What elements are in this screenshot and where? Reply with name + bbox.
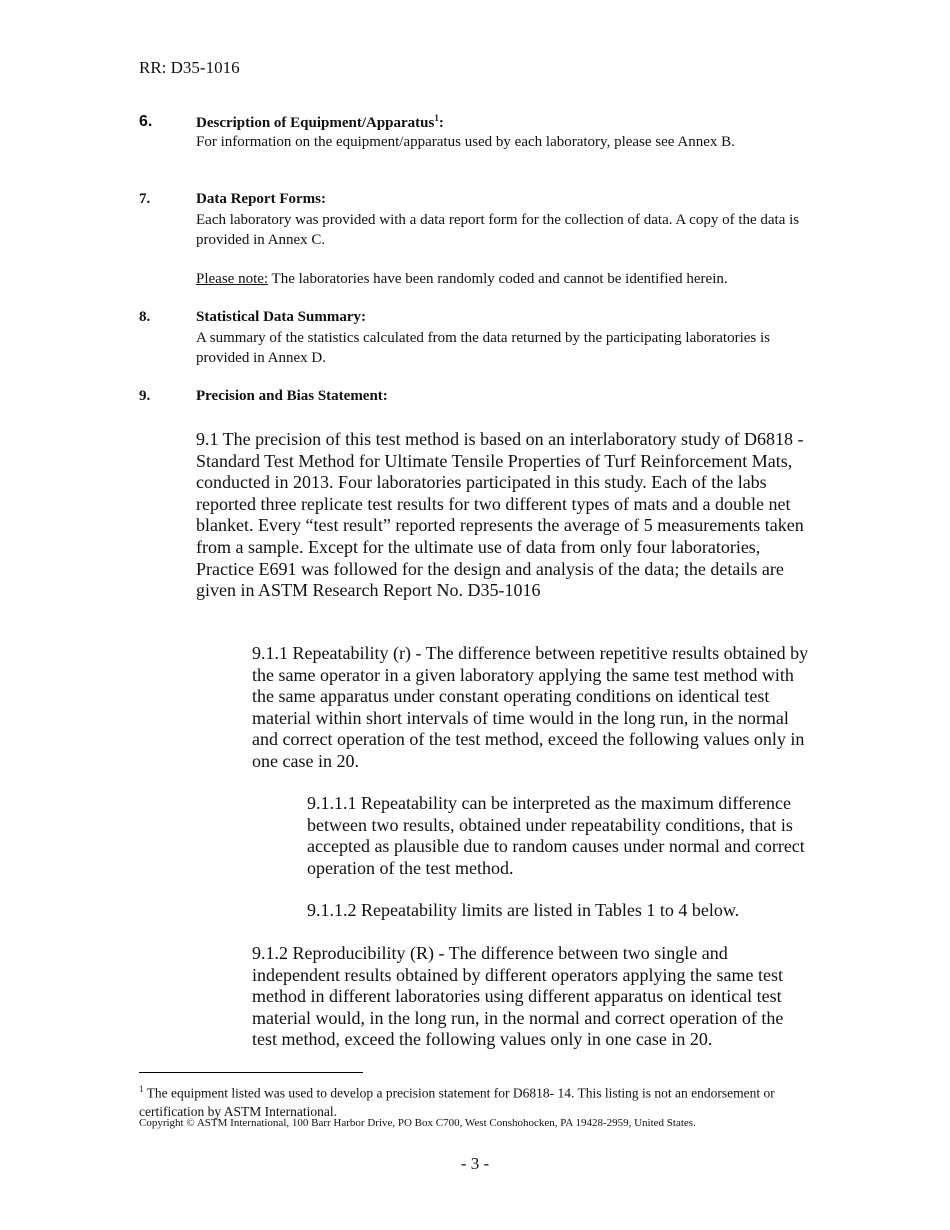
please-note-label: Please note: [196, 271, 269, 287]
section-6-title: Description of Equipment/Apparatus$^1$: [196, 113, 444, 131]
section-7-title: Data Report Forms: [196, 191, 326, 207]
paragraph-9-1-2: 9.1.2 Reproducibility (R) - The difference between two single and independent results obtained by different operators applying the same test method in different laboratories using different apparatus on identical test material would, in the long run, in the normal and correct operation of the test method, exceed the following values only in one case in 20. [252, 943, 784, 1050]
paragraph-9-1-1-1: 9.1.1.1 Repeatability can be interpreted as the maximum difference between two results, obtained under repeatability conditions, that is accepted as plausible due to random causes under normal and correct operation of the test method. [307, 793, 805, 878]
section-6-body: For information on the equipment/apparatus used by each laboratory, please see Annex B. [196, 134, 735, 150]
section-7-number: 7. [139, 191, 151, 207]
section-9-title: Precision and Bias Statement: [196, 388, 388, 404]
paragraph-9-1: 9.1 The precision of this test method is based on an interlaboratory study of D6818 - Standard Test Method for Ultimate Tensile Properties of Turf Reinforcement Mats, conducted in 2013. Four laboratories participated in this study. Each of the labs reported three replicate test results for two different types of mats and a double net blanket. Every “test result” reported represents the average of 5 measurements taken from a sample. Except for the ultimate use of data from only four laboratories, Practice E691 was followed for the design and analysis of the data; the details are given in ASTM Research Report No. D35-1016 [196, 429, 804, 601]
footnote-ref: 1 [434, 113, 439, 123]
please-note: Please note: The laboratories have been randomly coded and cannot be identified herein. [196, 271, 728, 287]
section-7-body: Each laboratory was provided with a data report form for the collection of data. A copy of the data is provided in Annex C. [196, 212, 800, 248]
section-9-number: 9. [139, 388, 151, 404]
footnote-divider [139, 1072, 363, 1073]
footnote: $^1$ The equipment listed was used to develop a precision statement for D6818- 14. This listing is not an endorsement or certification by ASTM International. [139, 1084, 775, 1119]
running-header: RR: D35-1016 [139, 58, 240, 77]
section-8-body: A summary of the statistics calculated from the data returned by the participating laboratories is provided in Annex D. [196, 330, 770, 366]
copyright-notice: Copyright © ASTM International, 100 Barr Harbor Drive, PO Box C700, West Conshohocken, PA 19428-2959, United States. [139, 1117, 696, 1129]
paragraph-9-1-1-2: 9.1.1.2 Repeatability limits are listed in Tables 1 to 4 below. [307, 900, 740, 920]
section-8-number: 8. [139, 309, 151, 325]
section-6-number: 6. [139, 113, 153, 130]
paragraph-9-1-1: 9.1.1 Repeatability (r) - The difference between repetitive results obtained by the same operator in a given laboratory applying the same test method with the same apparatus under constant operating conditions on identical test material within short intervals of time would in the long run, in the normal and correct operation of the test method, exceed the following values only in one case in 20. [252, 643, 809, 771]
section-8-title: Statistical Data Summary: [196, 309, 366, 325]
footnote-mark: 1 [139, 1084, 144, 1094]
page-number: - 3 - [460, 1154, 490, 1173]
